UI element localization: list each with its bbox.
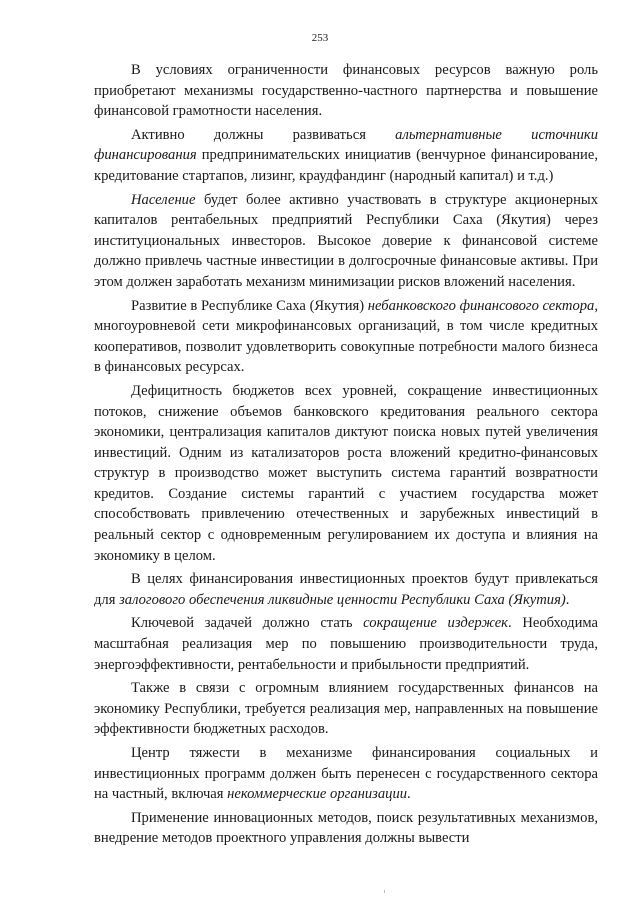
text-segment: . [407,786,411,803]
italic-text: Население [131,191,196,208]
paragraph [94,569,598,610]
paragraph [94,60,598,122]
document-body [94,60,598,852]
text-segment: , многоуровневой сети микрофинансовых организаций, в том числе кредитных кооперативов, позволит удовлетворить совокупные потребности малого бизнеса в финансовых ресурсах. [94,297,599,376]
text-segment: Активно должны развиваться [131,126,396,143]
text-segment: . [565,591,570,608]
paragraph [94,613,598,675]
italic-text: альтернативные источники финансирования [94,126,598,164]
text-segment: Центр тяжести в механизме финансирования социальных и инвестиционных программ должен быть перенесен с государственного сектора на частный, включая [94,745,598,803]
text-segment: Ключевой задачей должно стать [131,615,364,632]
text-segment: В целях финансирования инвестиционных проектов будут привлекаться для [94,571,598,608]
italic-text: залогового обеспечения ликвидные ценности Республики Саха (Якутия) [119,591,566,608]
italic-text: сокращение издержек [363,615,509,632]
italic-text: небанковского финансового сектора [367,297,595,314]
paragraph [94,808,598,849]
page-number: 253 [311,32,329,44]
text-segment: Дефицитность бюджетов всех уровней, сокращение инвестиционных потоков, снижение объемов банковского кредитования реального сектора экономики, централизация капиталов диктуют поиска новых путей увеличения инвестиций. Одним из катализаторов роста вложений кредитно-финансовых структур в производство может выступить система гарантий возвратности кредитов. Создание системы гарантий с участием государства может способствовать привлечению отечественных и зарубежных инвестиций в реальный сектор с одновременным регулированием их доступа и влияния на экономику в целом. [94,382,598,564]
paragraph [94,743,598,805]
text-segment: Также в связи с огромным влиянием государственных финансов на экономику Республики, требуется реализация мер, направленных на повышение эффективности бюджетных расходов. [94,680,598,738]
text-segment: будет более активно участвовать в структуре акционерных капиталов рентабельных предприятий Республики Саха (Якутия) через институциональных инвесторов. Высокое доверие к финансовой системе должно привлечь частные инвестиции в долгосрочные финансовые активы. При этом должен заработать механизм минимизации рисков вложений населения. [94,191,598,290]
paragraph [94,381,598,566]
text-segment: предпринимательских инициатив (венчурное финансирование, кредитование стартапов, лизинг, краудфандинг (народный капитал) и т.д.) [94,147,598,184]
text-segment: Применение инновационных методов, поиск результативных механизмов, внедрение методов проектного управления должны вывести [94,809,598,847]
paragraph [94,125,598,187]
scan-mark [384,890,385,893]
italic-text: некоммерческие организации [227,786,408,803]
paragraph [94,190,598,293]
text-segment: В условиях ограниченности финансовых ресурсов важную роль приобретают механизмы государственно-частного партнерства и повышение финансовой грамотности населения. [94,62,598,120]
text-segment: . Необходима масштабная реализация мер по повышению производительности труда, энергоэффективности, рентабельности и прибыльности предприятий. [94,615,598,673]
paragraph [94,296,598,378]
paragraph [94,678,598,740]
text-segment: Развитие в Республике Саха (Якутия) [131,297,368,314]
